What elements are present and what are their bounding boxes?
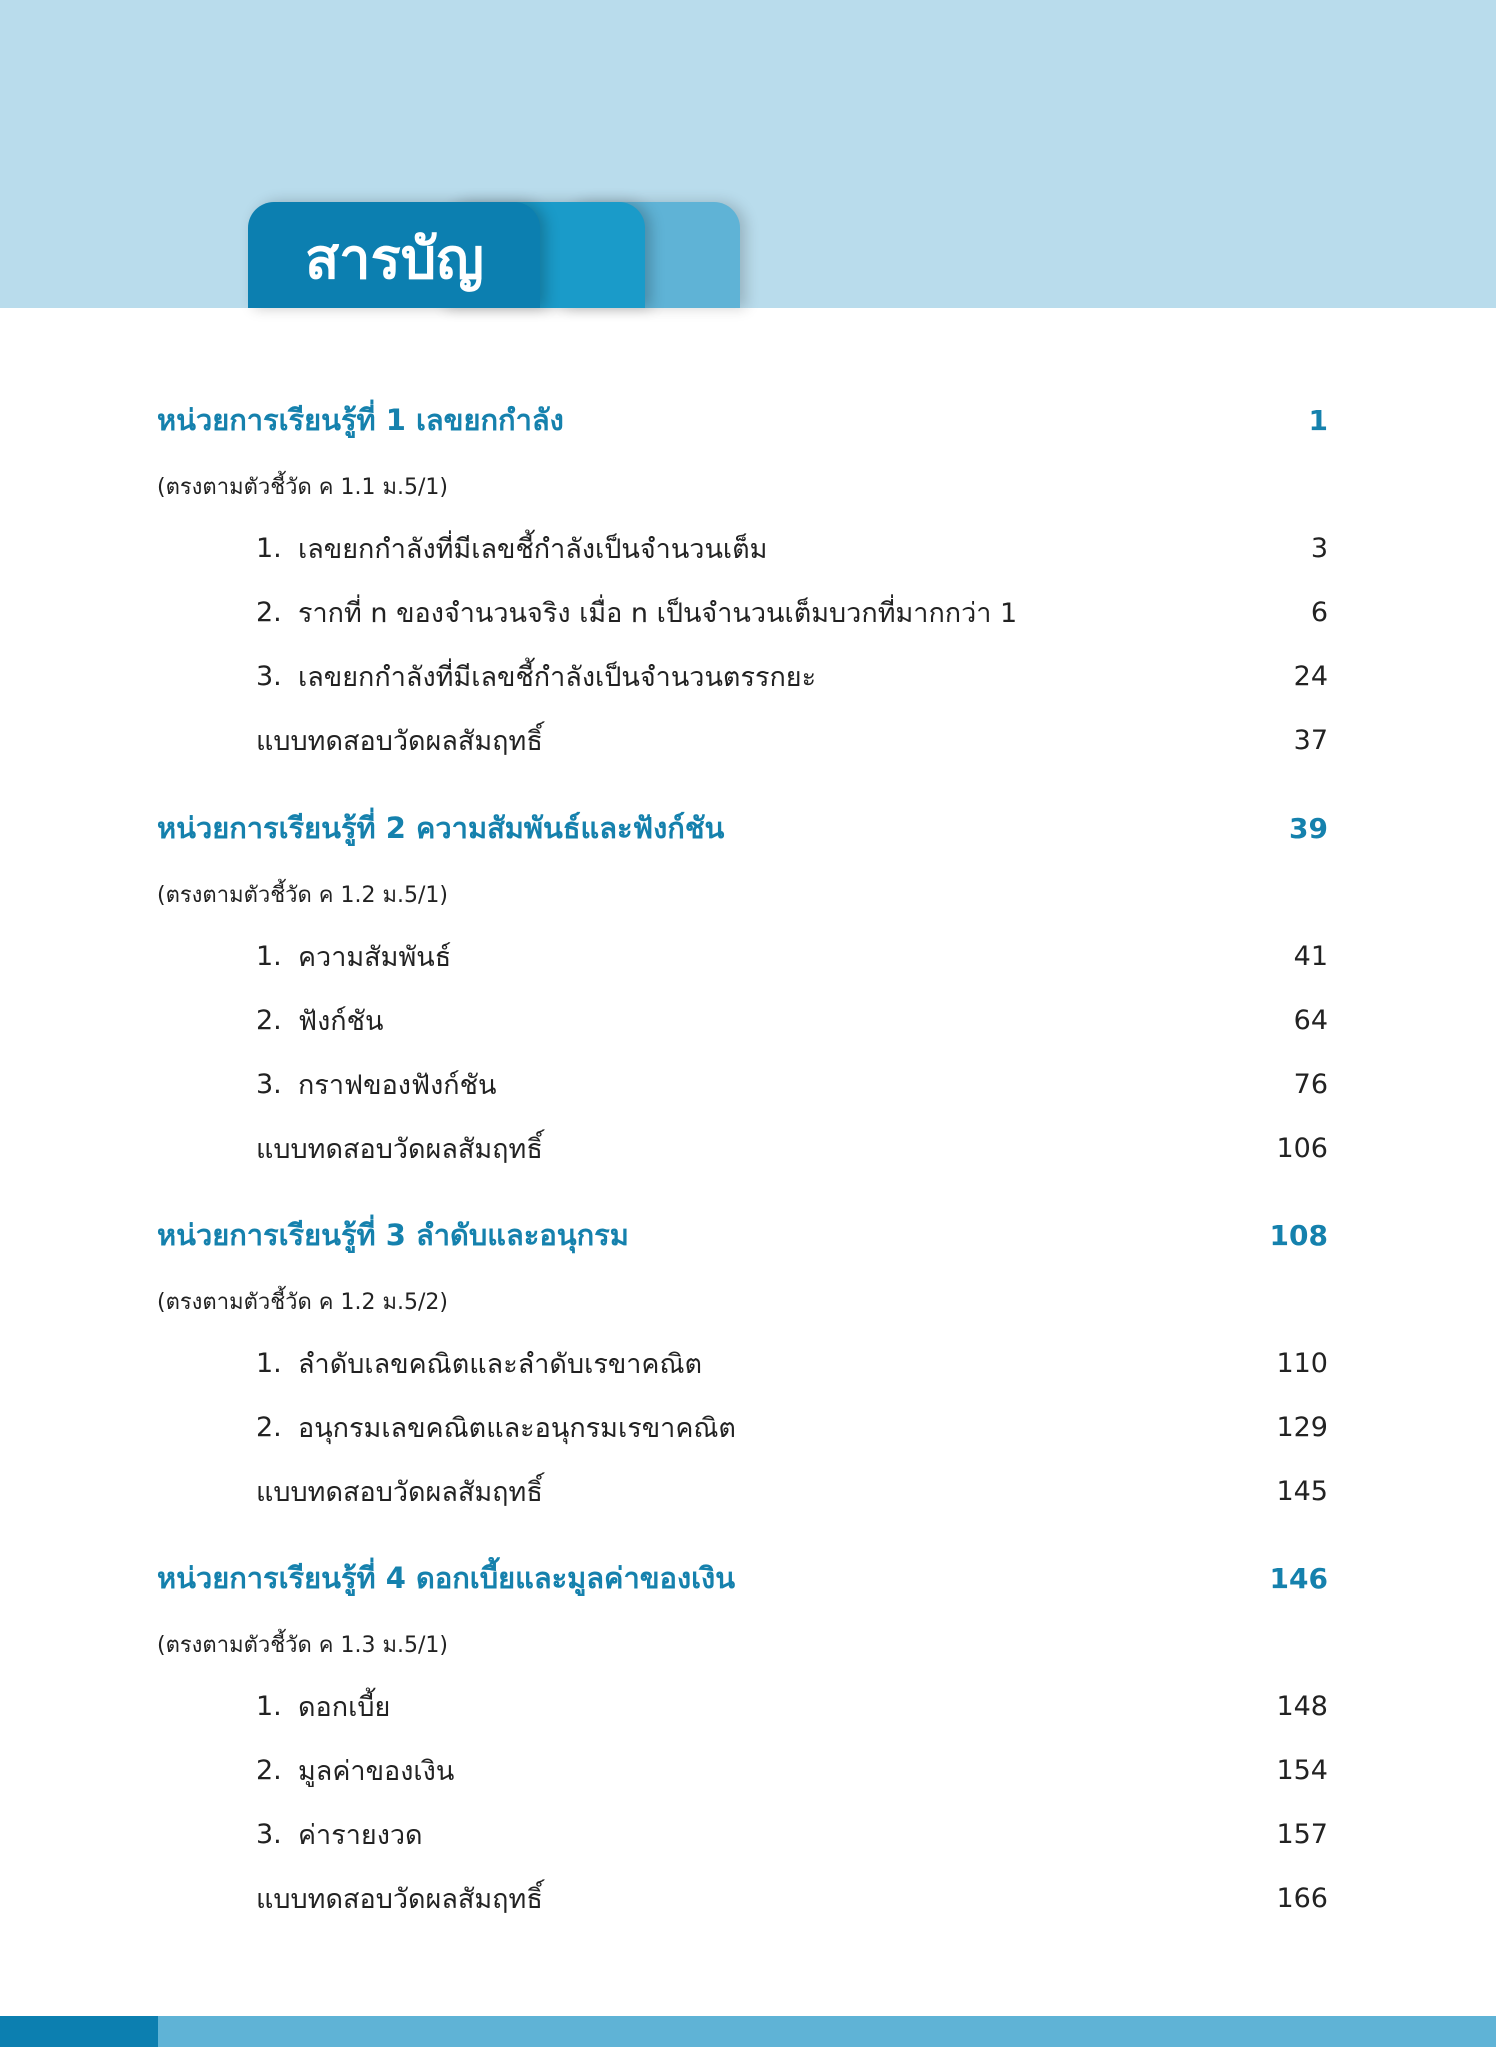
entry-number: 2. [256,1004,282,1036]
toc-entry[interactable] [0,1062,1496,1106]
toc-test-entry[interactable] [0,718,1496,762]
toc-entry[interactable] [0,590,1496,634]
footer-band-dark [0,2016,158,2047]
unit-title: หน่วยการเรียนรู้ที่ 1 เลขยกกำลัง [157,403,564,437]
entry-title: เลขยกกำลังที่มีเลขชี้กำลังเป็นจำนวนเต็ม [298,533,768,565]
entry-number: 1. [256,532,282,564]
unit-title: หน่วยการเรียนรู้ที่ 3 ลำดับและอนุกรม [157,1218,629,1252]
entry-number: 1. [256,1347,282,1379]
toc-entry[interactable] [0,1812,1496,1856]
entry-title: เลขยกกำลังที่มีเลขชี้กำลังเป็นจำนวนตรรกยะ [298,661,817,693]
toc-entry[interactable] [0,1748,1496,1792]
entry-page-number: 76 [1293,1068,1328,1100]
entry-page-number: 64 [1293,1004,1328,1036]
entry-title: ฟังก์ชัน [298,1005,384,1037]
test-title: แบบทดสอบวัดผลสัมฤทธิ์ [256,725,543,757]
entry-number: 1. [256,1690,282,1722]
entry-title: ความสัมพันธ์ [298,941,452,973]
entry-page-number: 41 [1293,940,1328,972]
toc-entry[interactable] [0,934,1496,978]
entry-page-number: 166 [1276,1882,1328,1914]
toc-entry[interactable] [0,1405,1496,1449]
unit-title: หน่วยการเรียนรู้ที่ 2 ความสัมพันธ์และฟังก์ชัน [157,811,725,845]
toc-entry[interactable] [0,1684,1496,1728]
entry-title: รากที่ n ของจำนวนจริง เมื่อ n เป็นจำนวนเต็มบวกที่มากกว่า 1 [298,597,1018,629]
entry-page-number: 24 [1293,660,1328,692]
entry-title: ดอกเบี้ย [298,1691,391,1723]
unit-heading-4[interactable] [0,1556,1496,1600]
entry-page-number: 157 [1276,1818,1328,1850]
entry-title: มูลค่าของเงิน [298,1755,455,1787]
entry-title: ค่ารายงวด [298,1819,423,1851]
entry-title: อนุกรมเลขคณิตและอนุกรมเรขาคณิต [298,1412,736,1444]
toc-entry[interactable] [0,654,1496,698]
entry-page-number: 106 [1276,1132,1328,1164]
page-title: สารบัญ [305,227,484,292]
entry-number: 1. [256,940,282,972]
entry-page-number: 145 [1276,1475,1328,1507]
entry-title: กราฟของฟังก์ชัน [298,1069,497,1101]
unit-indicator-2 [0,872,1496,916]
unit-indicator-3 [0,1279,1496,1323]
toc-test-entry[interactable] [0,1876,1496,1920]
entry-page-number: 154 [1276,1754,1328,1786]
unit-heading-3[interactable] [0,1213,1496,1257]
toc-entry[interactable] [0,998,1496,1042]
indicator-text: (ตรงตามตัวชี้วัด ค 1.2 ม.5/1) [157,882,448,908]
toc-entry[interactable] [0,1341,1496,1385]
entry-number: 3. [256,1818,282,1850]
toc-entry[interactable] [0,526,1496,570]
unit-indicator-1 [0,464,1496,508]
indicator-text: (ตรงตามตัวชี้วัด ค 1.3 ม.5/1) [157,1632,448,1658]
unit-title: หน่วยการเรียนรู้ที่ 4 ดอกเบี้ยและมูลค่าของเงิน [157,1561,736,1595]
entry-number: 2. [256,1754,282,1786]
unit-page-number: 39 [1289,811,1328,845]
entry-page-number: 37 [1293,724,1328,756]
test-title: แบบทดสอบวัดผลสัมฤทธิ์ [256,1883,543,1915]
entry-page-number: 6 [1310,596,1328,628]
toc-test-entry[interactable] [0,1469,1496,1513]
unit-heading-2[interactable] [0,806,1496,850]
entry-number: 2. [256,596,282,628]
unit-page-number: 108 [1269,1218,1328,1252]
test-title: แบบทดสอบวัดผลสัมฤทธิ์ [256,1476,543,1508]
entry-page-number: 129 [1276,1411,1328,1443]
entry-number: 2. [256,1411,282,1443]
indicator-text: (ตรงตามตัวชี้วัด ค 1.1 ม.5/1) [157,474,448,500]
unit-page-number: 1 [1308,403,1328,437]
unit-heading-1[interactable] [0,398,1496,442]
entry-number: 3. [256,660,282,692]
unit-page-number: 146 [1269,1561,1328,1595]
footer-band-light [158,2016,1496,2047]
entry-page-number: 110 [1276,1347,1328,1379]
test-title: แบบทดสอบวัดผลสัมฤทธิ์ [256,1133,543,1165]
toc-test-entry[interactable] [0,1126,1496,1170]
unit-indicator-4 [0,1622,1496,1666]
entry-page-number: 148 [1276,1690,1328,1722]
header-band [0,0,1496,308]
indicator-text: (ตรงตามตัวชี้วัด ค 1.2 ม.5/2) [157,1289,448,1315]
entry-page-number: 3 [1310,532,1328,564]
entry-title: ลำดับเลขคณิตและลำดับเรขาคณิต [298,1348,703,1380]
entry-number: 3. [256,1068,282,1100]
